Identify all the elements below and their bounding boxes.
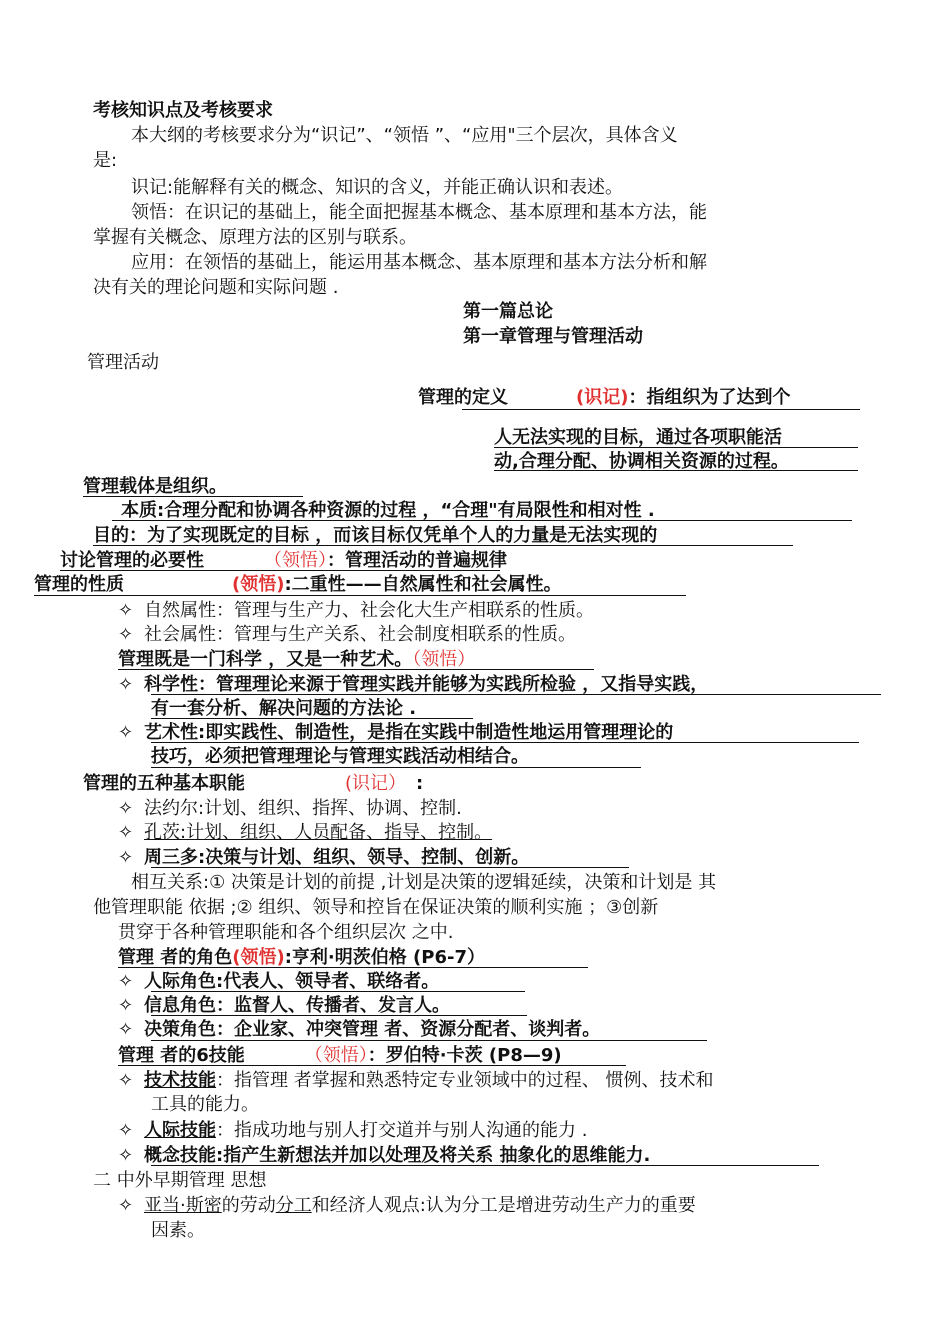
nature-line bbox=[34, 574, 562, 596]
diamond-bullet-icon: ✧ bbox=[118, 1145, 134, 1166]
smith-name: 亚当·斯密 bbox=[144, 1195, 222, 1216]
roles-item-1 bbox=[118, 971, 439, 993]
underline bbox=[118, 967, 588, 968]
diamond-bullet-icon: ✧ bbox=[118, 1195, 134, 1216]
roles-item-3 bbox=[118, 1019, 600, 1041]
underline bbox=[151, 742, 859, 743]
definition-line bbox=[418, 387, 790, 409]
underline bbox=[151, 767, 641, 768]
underline bbox=[34, 595, 686, 596]
functions-relation-2: 他管理职能 依据 ;② 组织、领导和控旨在保证决策的顺利实施 ；③创新 bbox=[93, 897, 659, 918]
functions-bullet-1 bbox=[118, 798, 462, 820]
intro-line-1: 本大纲的考核要求分为“识记”、“领悟 ”、“应用"三个层次，具体含义 bbox=[131, 125, 678, 146]
diamond-bullet-icon: ✧ bbox=[118, 600, 134, 621]
definition-carrier: 管理载体是组织。 bbox=[83, 476, 227, 497]
smith-division: 分工 bbox=[275, 1195, 312, 1216]
necessity-label: 讨论管理的必要性 bbox=[60, 550, 204, 571]
roles-text: 决策角色：企业家、冲突管理 者、资源分配者、谈判者。 bbox=[144, 1019, 601, 1040]
science-art-tag: （领悟） bbox=[412, 649, 476, 670]
underline bbox=[151, 1040, 707, 1041]
roles-label: 管理 者的角色 bbox=[118, 947, 233, 968]
underline bbox=[494, 447, 858, 448]
part-title: 第一篇总论 bbox=[463, 301, 553, 322]
skills-human bbox=[118, 1120, 587, 1142]
diamond-bullet-icon: ✧ bbox=[118, 822, 134, 843]
chapter-title: 第一章管理与管理活动 bbox=[463, 326, 643, 347]
level-understand-2: 掌握有关概念、原理方法的区别与联系。 bbox=[93, 227, 417, 248]
diamond-bullet-icon: ✧ bbox=[118, 722, 134, 743]
functions-text: 法约尔:计划、组织、指挥、协调、控制. bbox=[144, 798, 462, 819]
underline bbox=[118, 669, 594, 670]
skills-tag: （领悟） bbox=[304, 1045, 368, 1066]
skills-head bbox=[118, 1045, 562, 1067]
level-understand-1: 领悟：在识记的基础上，能全面把握基本概念、基本原理和基本方法，能 bbox=[131, 202, 707, 223]
section-subhead: 管理活动 bbox=[87, 352, 159, 373]
art-text: 艺术性:即实践性、制造性，是指在实践中制造性地运用管理理论的 bbox=[144, 722, 674, 743]
underline bbox=[494, 470, 858, 471]
early-smith-1 bbox=[118, 1195, 696, 1217]
nature-tag: (领悟) bbox=[232, 574, 285, 595]
functions-text: 孔茨:计划、组织、人员配备、指导、控制。 bbox=[144, 822, 493, 843]
level-apply-2: 决有关的理论问题和实际问题 . bbox=[93, 277, 339, 298]
skills-concept bbox=[118, 1145, 650, 1167]
definition-text-2: 人无法实现的目标，通过各项职能活 bbox=[494, 427, 782, 448]
nature-bullet-2 bbox=[118, 624, 576, 646]
functions-tag: (识记） bbox=[345, 773, 407, 794]
roles-head bbox=[118, 947, 485, 969]
science-text: 科学性：管理理论来源于管理实践并能够为实践所检验 ，又指导实践， bbox=[144, 674, 709, 695]
definition-tag: (识记) bbox=[576, 387, 629, 408]
underline bbox=[151, 991, 525, 992]
diamond-bullet-icon: ✧ bbox=[118, 674, 134, 695]
underline bbox=[118, 1065, 626, 1066]
diamond-bullet-icon: ✧ bbox=[118, 1120, 134, 1141]
definition-label: 管理的定义 bbox=[418, 387, 508, 408]
functions-relation-1: 相互关系:① 决策是计划的前提 ,计划是决策的逻辑延续，决策和计划是 其 bbox=[131, 872, 717, 893]
science-art-text: 管理既是一门科学 ，又是一种艺术。 bbox=[118, 649, 413, 670]
skills-label: 管理 者的6技能 bbox=[118, 1045, 245, 1066]
essence-line-2: 目的：为了实现既定的目标 ，而该目标仅凭单个人的力量是无法实现的 bbox=[93, 525, 658, 546]
page-title: 考核知识点及考核要求 bbox=[93, 100, 273, 121]
diamond-bullet-icon: ✧ bbox=[118, 971, 134, 992]
nature-bullet-text: 社会属性：管理与生产关系、社会制度相联系的性质。 bbox=[144, 624, 576, 645]
functions-relation-3: 贯穿于各种管理职能和各个组织层次 之中. bbox=[118, 922, 454, 943]
necessity-tag: （领悟） bbox=[264, 550, 327, 571]
underline bbox=[151, 694, 881, 695]
underline bbox=[151, 867, 629, 868]
nature-label: 管理的性质 bbox=[34, 574, 124, 595]
science-line-1 bbox=[118, 674, 708, 696]
underline bbox=[83, 496, 303, 497]
essence-line-3 bbox=[60, 550, 507, 572]
skills-tech-label: 技术技能 bbox=[144, 1070, 216, 1091]
diamond-bullet-icon: ✧ bbox=[118, 995, 134, 1016]
level-memorize: 识记:能解释有关的概念、知识的含义，并能正确认识和表述。 bbox=[131, 177, 624, 198]
skills-human-text: ：指成功地与别人打交道并与别人沟通的能力 . bbox=[216, 1120, 588, 1141]
essence-line-1: 本质:合理分配和协调各种资源的过程 ，“合理"有局限性和相对性 . bbox=[121, 500, 655, 521]
functions-label: 管理的五种基本职能 bbox=[83, 773, 245, 794]
roles-item-2 bbox=[118, 995, 450, 1017]
diamond-bullet-icon: ✧ bbox=[118, 798, 134, 819]
definition-text-3: 动,合理分配、协调相关资源的过程。 bbox=[494, 451, 789, 472]
functions-head bbox=[83, 773, 423, 795]
roles-tag: (领悟) bbox=[232, 947, 285, 968]
underline bbox=[112, 520, 852, 521]
art-line-1 bbox=[118, 722, 673, 744]
roles-source: :亨利·明茨伯格 (P6-7） bbox=[284, 947, 485, 968]
skills-human-label: 人际技能 bbox=[144, 1120, 216, 1141]
intro-line-2: 是: bbox=[93, 150, 118, 171]
roles-text: 人际角色:代表人、领导者、联络者。 bbox=[144, 971, 440, 992]
functions-bullet-3 bbox=[118, 847, 529, 869]
diamond-bullet-icon: ✧ bbox=[118, 624, 134, 645]
diamond-bullet-icon: ✧ bbox=[118, 1019, 134, 1040]
skills-tech-1 bbox=[118, 1070, 713, 1092]
nature-text: :二重性——自然属性和社会属性。 bbox=[284, 574, 562, 595]
underline bbox=[93, 545, 793, 546]
skills-source: ：罗伯特·卡茨 (P8—9) bbox=[367, 1045, 562, 1066]
early-smith-2: 因素。 bbox=[151, 1220, 205, 1241]
level-apply-1: 应用：在领悟的基础上，能运用基本概念、基本原理和基本方法分析和解 bbox=[131, 252, 707, 273]
functions-colon: : bbox=[416, 773, 424, 794]
early-head: 二 中外早期管理 思想 bbox=[93, 1170, 267, 1191]
skills-concept-text: :指产生新想法并加以处理及将关系 抽象化的思维能力. bbox=[216, 1145, 651, 1166]
smith-text: 的劳动 bbox=[221, 1195, 276, 1216]
nature-bullet-text: 自然属性：管理与生产力、社会化大生产相联系的性质。 bbox=[144, 600, 594, 621]
underline bbox=[60, 570, 500, 571]
necessity-text: ：管理活动的普遍规律 bbox=[327, 550, 507, 571]
underline bbox=[462, 409, 860, 410]
skills-concept-label: 概念技能 bbox=[144, 1145, 216, 1166]
art-line-2: 技巧，必须把管理理论与管理实践活动相结合。 bbox=[151, 746, 529, 767]
roles-text: 信息角色：监督人、传播者、发言人。 bbox=[144, 995, 450, 1016]
nature-bullet-1 bbox=[118, 600, 594, 622]
functions-text: 周三多:决策与计划、组织、领导、控制、创新。 bbox=[144, 847, 530, 868]
diamond-bullet-icon: ✧ bbox=[118, 847, 134, 868]
skills-tech-text: ：指管理 者掌握和熟悉特定专业领域中的过程、 惯例、技术和 bbox=[216, 1070, 714, 1091]
underline bbox=[151, 1015, 527, 1016]
science-art-head bbox=[118, 649, 475, 671]
functions-bullet-2 bbox=[118, 822, 492, 844]
definition-text-1: ：指组织为了达到个 bbox=[628, 387, 791, 408]
smith-text: 和经济人观点:认为分工是增进劳动生产力的重要 bbox=[311, 1195, 696, 1216]
diamond-bullet-icon: ✧ bbox=[118, 1070, 134, 1091]
underline bbox=[151, 1165, 819, 1166]
science-line-2: 有一套分析、解决问题的方法论 . bbox=[151, 698, 417, 719]
underline bbox=[151, 718, 473, 719]
skills-tech-2: 工具的能力。 bbox=[151, 1094, 259, 1115]
